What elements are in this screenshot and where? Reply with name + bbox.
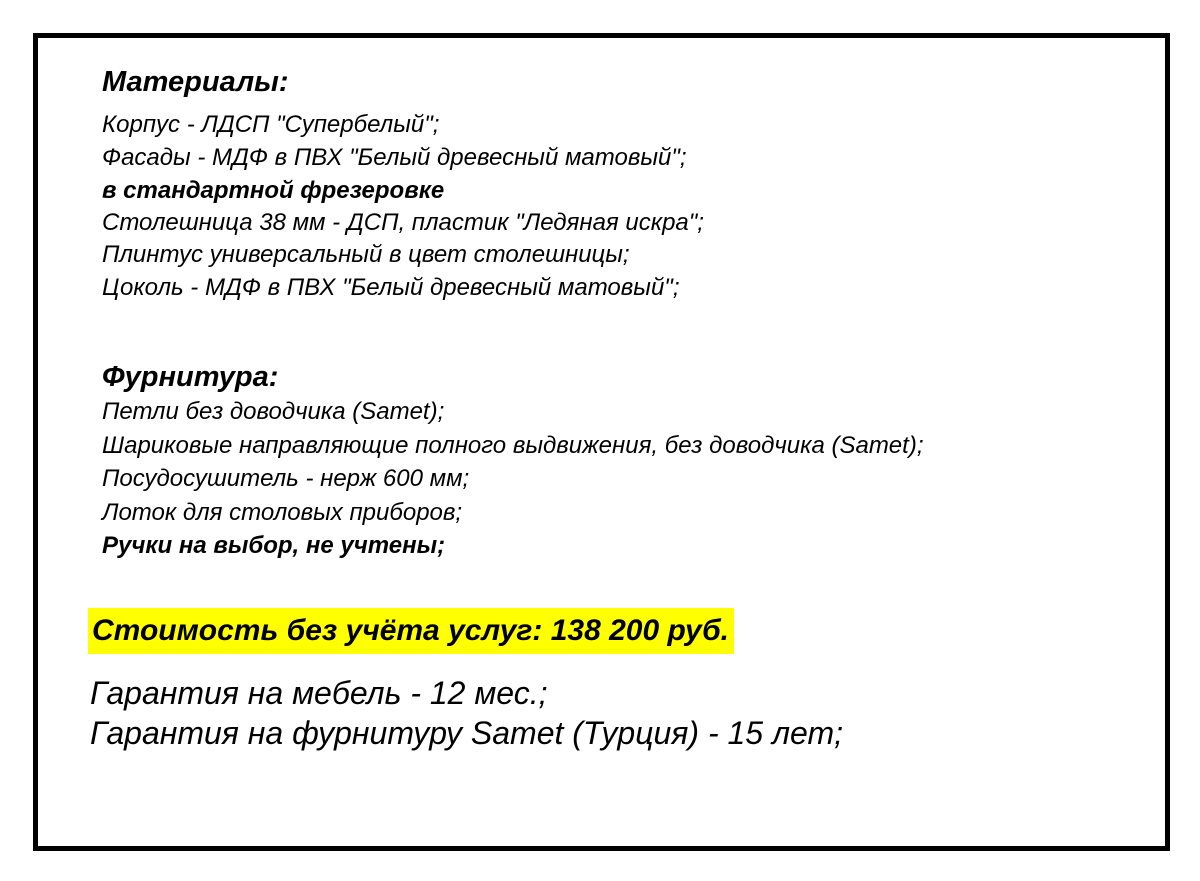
hardware-item-guides: Шариковые направляющие полного выдвижения, без доводчика (Samet); (102, 432, 924, 459)
materials-heading: Материалы: (102, 66, 289, 98)
materials-item-body: Корпус - ЛДСП "Супербелый"; (102, 111, 440, 138)
warranty-furniture: Гарантия на мебель - 12 мес.; (90, 675, 548, 711)
hardware-item-dish-dryer: Посудосушитель - нерж 600 мм; (102, 465, 470, 492)
materials-item-plinth: Плинтус универсальный в цвет столешницы; (102, 241, 630, 268)
price-highlight: Стоимость без учёта услуг: 138 200 руб. (88, 608, 734, 654)
hardware-item-handles: Ручки на выбор, не учтены; (102, 532, 446, 559)
materials-item-base: Цоколь - МДФ в ПВХ "Белый древесный матовый"; (102, 274, 680, 301)
materials-item-countertop: Столешница 38 мм - ДСП, пластик "Ледяная искра"; (102, 209, 704, 236)
warranty-hardware: Гарантия на фурнитуру Samet (Турция) - 15 лет; (90, 715, 843, 751)
hardware-item-cutlery-tray: Лоток для столовых приборов; (102, 499, 463, 526)
materials-item-facades: Фасады - МДФ в ПВХ "Белый древесный матовый"; (102, 144, 687, 171)
hardware-heading: Фурнитура: (102, 361, 279, 393)
materials-item-milling: в стандартной фрезеровке (102, 177, 445, 204)
hardware-item-hinges: Петли без доводчика (Samet); (102, 398, 445, 425)
